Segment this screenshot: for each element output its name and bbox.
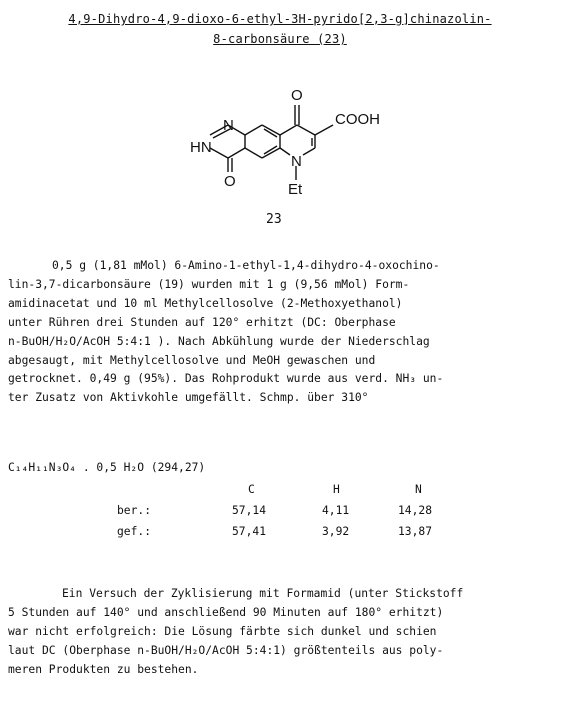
- procedure-paragraph: [8, 257, 543, 408]
- paragraph-line: unter Rühren drei Stunden auf 120° erhitzt (DC: Oberphase: [8, 315, 396, 329]
- paragraph-line: lin-3,7-dicarbonsäure (19) wurden mit 1 g (9,56 mMol) Form-: [8, 277, 410, 291]
- analysis-value: 57,14: [232, 504, 267, 517]
- paragraph-line: 0,5 g (1,81 mMol) 6-Amino-1-ethyl-1,4-dihydro-4-oxochino-: [52, 259, 440, 272]
- label-ethyl: Et: [288, 181, 303, 198]
- note-paragraph: [8, 585, 543, 680]
- paragraph-line: Ein Versuch der Zyklisierung mit Formamid (unter Stickstoff: [62, 587, 464, 600]
- analysis-row-label: ber.:: [117, 504, 152, 517]
- compound-number: 23: [266, 212, 282, 227]
- label-n-ring: N: [223, 117, 234, 134]
- label-hn: HN: [190, 139, 212, 156]
- paragraph-line: war nicht erfolgreich: Die Lösung färbte sich dunkel und schien: [8, 624, 437, 638]
- analysis-header-c: C: [248, 483, 255, 496]
- paragraph-line: getrocknet. 0,49 g (95%). Das Rohprodukt wurde aus verd. NH₃ un-: [8, 372, 444, 386]
- paragraph-line: n-BuOH/H₂O/AcOH 5:4:1 ). Nach Abkühlung wurde der Niederschlag: [8, 334, 430, 348]
- paragraph-line: 5 Stunden auf 140° und anschließend 90 Minuten auf 180° erhitzt): [8, 605, 444, 619]
- paragraph-line: laut DC (Oberphase n-BuOH/H₂O/AcOH 5:4:1) größtenteils aus poly-: [8, 643, 444, 657]
- label-oxo-bottom: O: [224, 173, 236, 190]
- chemical-structure: [190, 80, 410, 205]
- title-line-2: 8-carbonsäure (23): [213, 32, 347, 46]
- title-line-1: 4,9-Dihydro-4,9-dioxo-6-ethyl-3H-pyrido[2,3-g]chinazolin-: [68, 12, 492, 26]
- paragraph-line: abgesaugt, mit Methylcellosolve und MeOH gewaschen und: [8, 353, 376, 367]
- analysis-value: 14,28: [398, 504, 433, 517]
- molecular-formula: C₁₄H₁₁N₃O₄ . 0,5 H₂O (294,27): [8, 461, 206, 474]
- label-oxo-top: O: [291, 87, 303, 104]
- label-cooh: COOH: [335, 111, 380, 128]
- analysis-value: 3,92: [322, 525, 350, 538]
- analysis-value: 4,11: [322, 504, 350, 517]
- analysis-header-h: H: [333, 483, 340, 496]
- analysis-value: 13,87: [398, 525, 433, 538]
- analysis-value: 57,41: [232, 525, 267, 538]
- paragraph-line: ter Zusatz von Aktivkohle umgefällt. Schmp. über 310°: [8, 391, 369, 405]
- analysis-row-label: gef.:: [117, 525, 152, 538]
- label-n-ethyl: N: [291, 153, 302, 170]
- paragraph-line: meren Produkten zu bestehen.: [8, 662, 199, 676]
- paragraph-line: amidinacetat und 10 ml Methylcellosolve (2-Methoxyethanol): [8, 296, 403, 310]
- analysis-header-n: N: [415, 483, 422, 496]
